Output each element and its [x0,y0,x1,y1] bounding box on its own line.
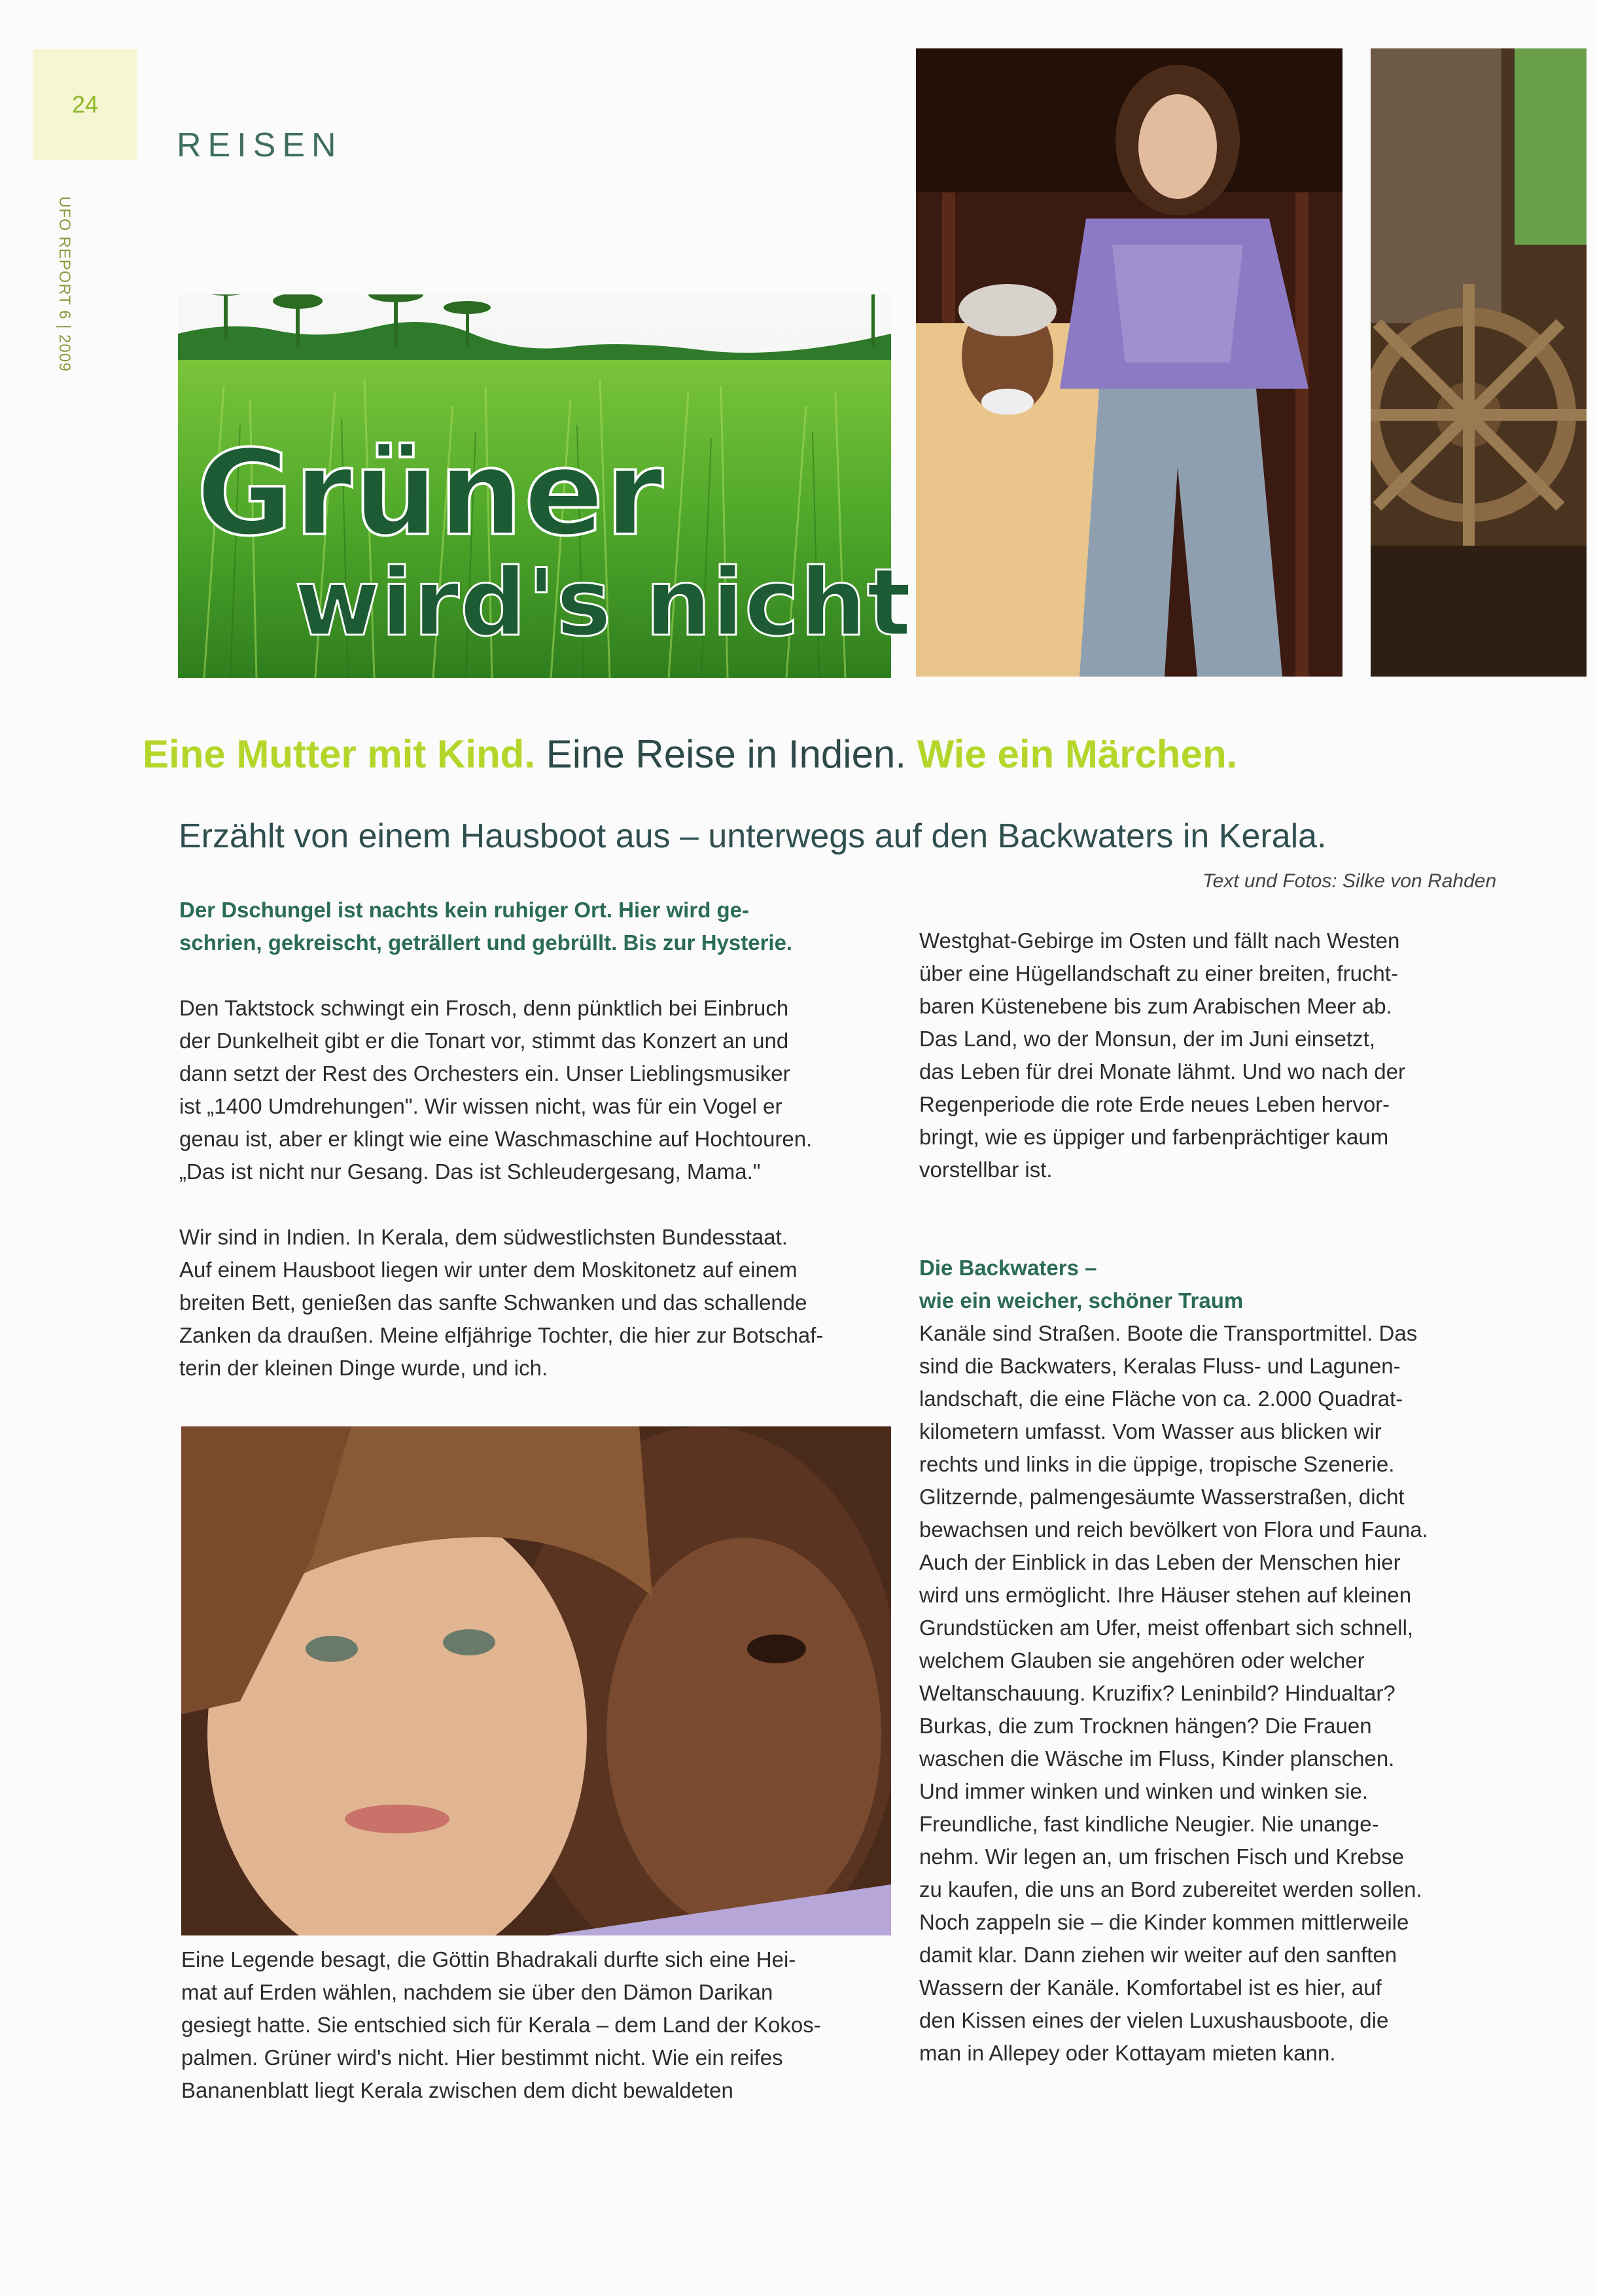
headline-line-2: wird's nicht [294,549,912,657]
body-line: Freundliche, fast kindliche Neugier. Nie unange- [919,1812,1379,1836]
body-line: Auf einem Hausboot liegen wir unter dem Moskitonetz auf einem [179,1258,798,1282]
body-line: dann setzt der Rest des Orchesters ein. Unser Lieblingsmusiker [179,1061,790,1086]
body-line: landschaft, die eine Fläche von ca. 2.000 Quadrat- [919,1386,1403,1411]
body-line: terin der kleinen Dinge wurde, und ich. [179,1356,548,1380]
headline-line-1: Grüner [196,425,665,562]
caption-line: mat auf Erden wählen, nachdem sie über den Dämon Darikan [181,1980,773,2004]
caption-line: Eine Legende besagt, die Göttin Bhadrakali durfte sich eine Hei- [181,1947,796,1971]
body-line: Zanken da draußen. Meine elfjährige Tochter, die hier zur Botschaf- [179,1323,824,1347]
deck-part-3: Wie ein Märchen. [917,732,1238,776]
body-line: zu kaufen, die uns an Bord zubereitet werden sollen. [919,1877,1422,1901]
photo-caption [181,1943,894,2107]
body-line: Glitzernde, palmengesäumte Wasserstraßen, dicht [919,1485,1405,1509]
author-credit: Text und Fotos: Silke von Rahden [1202,870,1497,892]
page-number: 24 [33,49,137,160]
body-line: breiten Bett, genießen das sanfte Schwanken und das schallende [179,1290,807,1315]
body-line: damit klar. Dann ziehen wir weiter auf den sanften [919,1943,1397,1967]
lead-line-2: schrien, gekreischt, geträllert und gebrüllt. Bis zur Hysterie. [179,930,793,955]
deck-line [143,732,1237,777]
body-line: waschen die Wäsche im Fluss, Kinder planschen. [919,1746,1395,1771]
body-line: den Kissen eines der vielen Luxushausboote, die [919,2008,1389,2032]
body-line: rechts und links in die üppige, tropische Szenerie. [919,1452,1395,1476]
subheadline: Erzählt von einem Hausboot aus – unterwegs auf den Backwaters in Kerala. [179,817,1327,855]
body-line: vorstellbar ist. [919,1157,1053,1182]
body-line: Wassern der Kanäle. Komfortabel ist es hier, auf [919,1975,1382,2000]
caption-line: gesiegt hatte. Sie entschied sich für Kerala – dem Land der Kokos- [181,2013,821,2037]
body-line: Noch zappeln sie – die Kinder kommen mittlerweile [919,1910,1409,1934]
body-line: bewachsen und reich bevölkert von Flora und Fauna. [919,1517,1428,1542]
body-line: Regenperiode die rote Erde neues Leben hervor- [919,1092,1390,1116]
body-line: Kanäle sind Straßen. Boote die Transportmittel. Das [919,1321,1418,1345]
lead-line-1: Der Dschungel ist nachts kein ruhiger Ort. Hier wird ge- [179,898,750,922]
caption-line: palmen. Grüner wird's nicht. Hier bestimmt nicht. Wie ein reifes [181,2045,783,2070]
body-line: sind die Backwaters, Keralas Fluss- und Lagunen- [919,1354,1401,1378]
body-line: über eine Hügellandschaft zu einer breiten, frucht- [919,961,1398,985]
body-line: der Dunkelheit gibt er die Tonart vor, stimmt das Konzert an und [179,1029,789,1053]
body-line: „Das ist nicht nur Gesang. Das ist Schleudergesang, Mama." [179,1159,761,1184]
subheading-line-1: Die Backwaters – [919,1256,1097,1280]
body-line: Grundstücken am Ufer, meist offenbart sich schnell, [919,1616,1414,1640]
body-line: bringt, wie es üppiger und farbenprächtiger kaum [919,1125,1389,1149]
body-line: man in Allepey oder Kottayam mieten kann. [919,2041,1336,2065]
right-column [919,925,1579,2070]
body-line: Burkas, die zum Trocknen hängen? Die Frauen [919,1714,1372,1738]
left-column [179,894,891,1385]
body-line: Weltanschauung. Kruzifix? Leninbild? Hindualtar? [919,1681,1395,1705]
body-line: Auch der Einblick in das Leben der Menschen hier [919,1550,1401,1574]
body-line: das Leben für drei Monate lähmt. Und wo nach der [919,1059,1405,1084]
body-line: Den Taktstock schwingt ein Frosch, denn pünktlich bei Einbruch [179,996,789,1020]
body-line: genau ist, aber er klingt wie eine Waschmaschine auf Hochtouren. [179,1127,813,1151]
body-line: baren Küstenebene bis zum Arabischen Meer ab. [919,994,1392,1018]
girl-and-man-photo [916,48,1343,677]
body-line: Wir sind in Indien. In Kerala, dem südwestlichsten Bundesstaat. [179,1225,788,1249]
body-line: Westghat-Gebirge im Osten und fällt nach Westen [919,928,1400,953]
body-line: ist „1400 Umdrehungen". Wir wissen nicht, was für ein Vogel er [179,1094,782,1118]
faces-photo [181,1426,891,1935]
body-line: Das Land, wo der Monsun, der im Juni einsetzt, [919,1027,1376,1051]
body-line: Und immer winken und winken und winken sie. [919,1779,1369,1803]
body-line: kilometern umfasst. Vom Wasser aus blicken wir [919,1419,1382,1443]
headline [196,425,912,657]
section-label: REISEN [177,126,343,164]
body-line: nehm. Wir legen an, um frischen Fisch und Krebse [919,1845,1405,1869]
deck-part-2: Eine Reise in Indien. [546,732,907,776]
body-line: wird uns ermöglicht. Ihre Häuser stehen auf kleinen [919,1583,1412,1607]
deck-part-1: Eine Mutter mit Kind. [143,732,535,776]
subheading-line-2: wie ein weicher, schöner Traum [919,1288,1244,1313]
caption-line: Bananenblatt liegt Kerala zwischen dem dicht bewaldeten [181,2078,733,2102]
magazine-issue-label: UFO REPORT 6 | 2009 [56,196,73,372]
body-line: welchem Glauben sie angehören oder welcher [919,1648,1365,1672]
ship-wheel-photo [1371,48,1587,677]
